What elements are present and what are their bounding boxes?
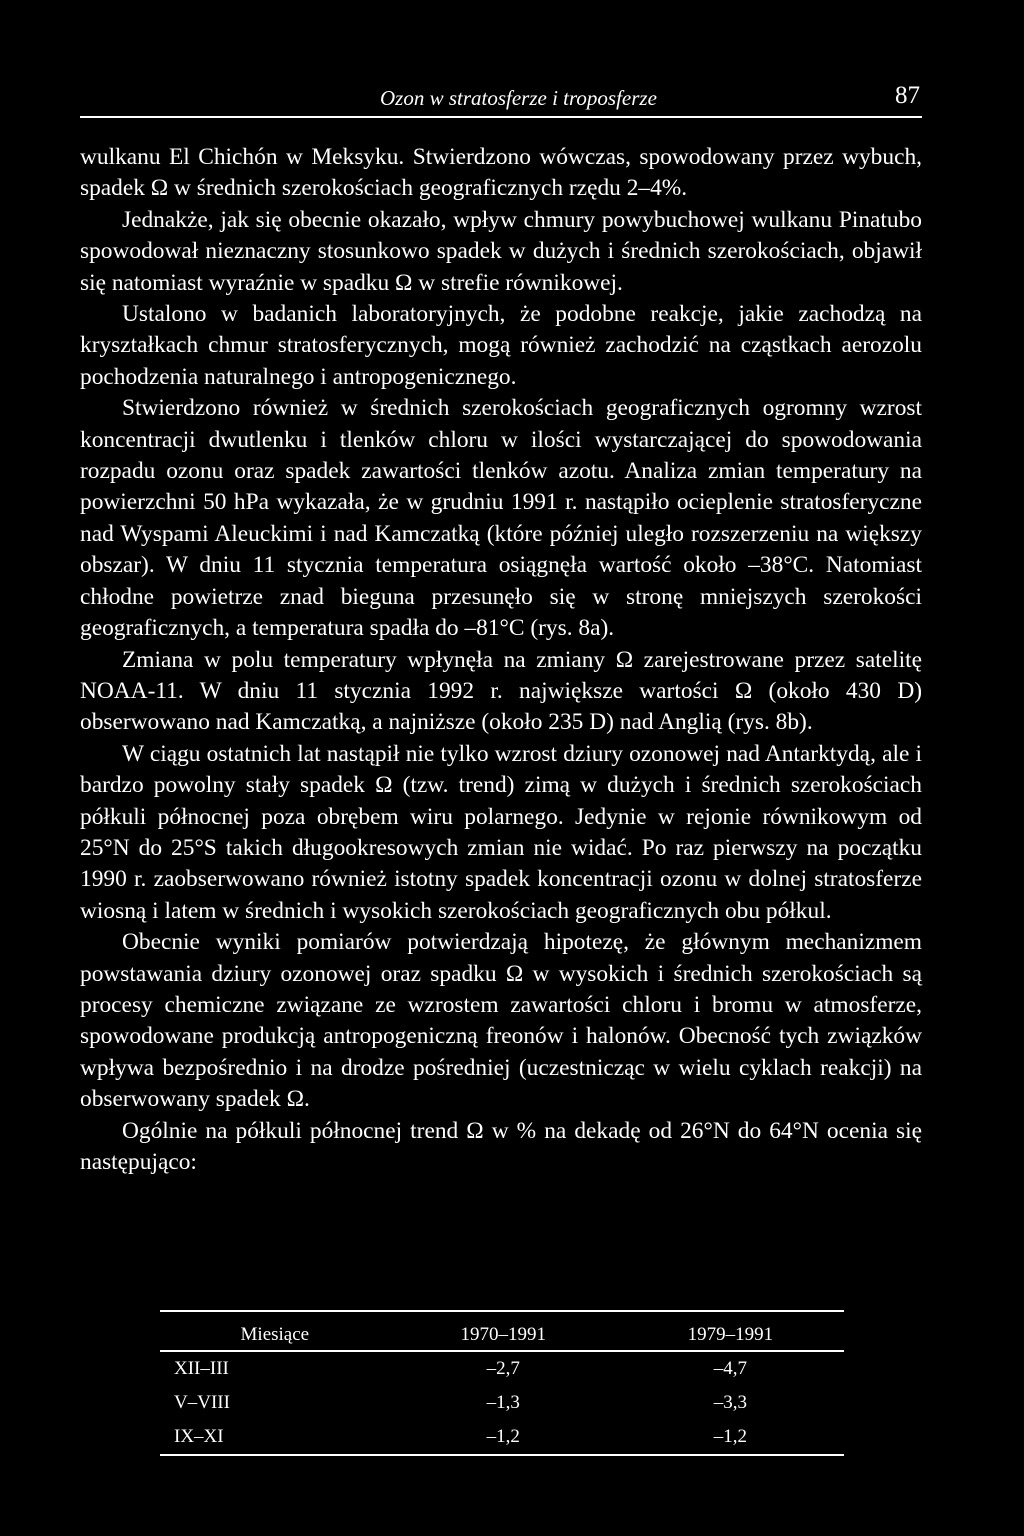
table-header-row (160, 1311, 844, 1351)
paragraph: Obecnie wyniki pomiarów potwierdzają hipotezę, że głównym mechanizmem powstawania dziury ozonowej oraz spadku Ω w wysokich i średnich szerokościach są procesy chemiczne związane ze wzrostem zawartości chloru i bromu w atmosferze, spowodowane produkcją antropogeniczną freonów i halonów. Obecność tych związków wpływa bezpośrednio i na drodze pośredniej (uczestnicząc w wielu cyklach reakcji) na obserwowany spadek Ω. (80, 929, 922, 1113)
page-header (80, 82, 922, 118)
table-cell-1979-1991: –3,3 (713, 1392, 748, 1413)
table-row (160, 1386, 844, 1420)
page-number: 87 (895, 82, 920, 109)
table-cell-1970-1991: –2,7 (486, 1358, 520, 1379)
paragraph: Ustalono w badanich laboratoryjnych, że podobne reakcje, jakie zachodzą na kryształkach chmur stratosferycznych, mogą również zachodzić na cząstkach aerozolu pochodzenia naturalnego i antropogenicznego. (80, 301, 922, 390)
column-header-months: Miesiące (160, 1311, 390, 1351)
table-cell-1979-1991: –1,2 (713, 1426, 748, 1447)
paragraph: wulkanu El Chichón w Meksyku. Stwierdzono wówczas, spowodowany przez wybuch, spadek Ω w średnich szerokościach geograficznych rzędu 2–4%. (80, 144, 922, 202)
column-header-1970-1991: 1970–1991 (390, 1311, 617, 1351)
body-text (80, 142, 922, 1178)
table-cell-1970-1991: –1,3 (486, 1392, 520, 1413)
trend-table-container (160, 1310, 844, 1456)
paragraph: Stwierdzono również w średnich szerokościach geograficznych ogromny wzrost koncentracji dwutlenku i tlenków chloru w ilości wystarczającej do spowodowania rozpadu ozonu oraz spadek zawartości tlenków azotu. Analiza zmian temperatury na powierzchni 50 hPa wykazała, że w grudniu 1991 r. nastąpiło ocieplenie stratosferyczne nad Wyspami Aleuckimi i nad Kamczatką (które później uległo rozszerzeniu na większy obszar). W dniu 11 stycznia temperatura osiągnęła wartość około –38°C. Natomiast chłodne powietrze znad bieguna przesunęło się w stronę mniejszych szerokości geograficznych, a temperatura spadła do –81°C (rys. 8a). (80, 395, 922, 642)
column-header-1979-1991: 1979–1991 (617, 1311, 844, 1351)
paragraph: Jednakże, jak się obecnie okazało, wpływ chmury powybuchowej wulkanu Pinatubo spowodował nieznaczny stosunkowo spadek w dużych i średnich szerokościach, objawił się natomiast wyraźnie w spadku Ω w strefie równikowej. (80, 206, 922, 296)
table-row (160, 1351, 844, 1386)
paragraph: Ogólnie na półkuli północnej trend Ω w % na dekadę od 26°N do 64°N ocenia się następująco: (80, 1117, 922, 1175)
table-cell-months: V–VIII (174, 1392, 230, 1413)
running-title: Ozon w stratosferze i troposferze (380, 86, 657, 110)
table-row (160, 1420, 844, 1455)
table-cell-months: XII–III (174, 1358, 229, 1379)
table-cell-months: IX–XI (174, 1426, 224, 1447)
table-cell-1970-1991: –1,2 (486, 1426, 520, 1447)
paragraph: W ciągu ostatnich lat nastąpił nie tylko wzrost dziury ozonowej nad Antarktydą, ale i bardzo powolny stały spadek Ω (tzw. trend) zimą w dużych i średnich szerokościach półkuli północnej poza obrębem wiru polarnego. Jedynie w rejonie równikowym od 25°N do 25°S takich długookresowych zmian nie widać. Po raz pierwszy na początku 1990 r. zaobserwowano również istotny spadek koncentracji ozonu w dolnej stratosferze wiosną i latem w średnich i wysokich szerokościach geograficznych obu półkul. (80, 740, 922, 924)
paragraph: Zmiana w polu temperatury wpłynęła na zmiany Ω zarejestrowane przez satelitę NOAA-11. W dniu 11 stycznia 1992 r. największe wartości Ω (około 430 D) obserwowano nad Kamczatką, a najniższe (około 235 D) nad Anglią (rys. 8b). (80, 646, 922, 736)
trend-table (160, 1310, 844, 1456)
table-cell-1979-1991: –4,7 (713, 1358, 748, 1379)
